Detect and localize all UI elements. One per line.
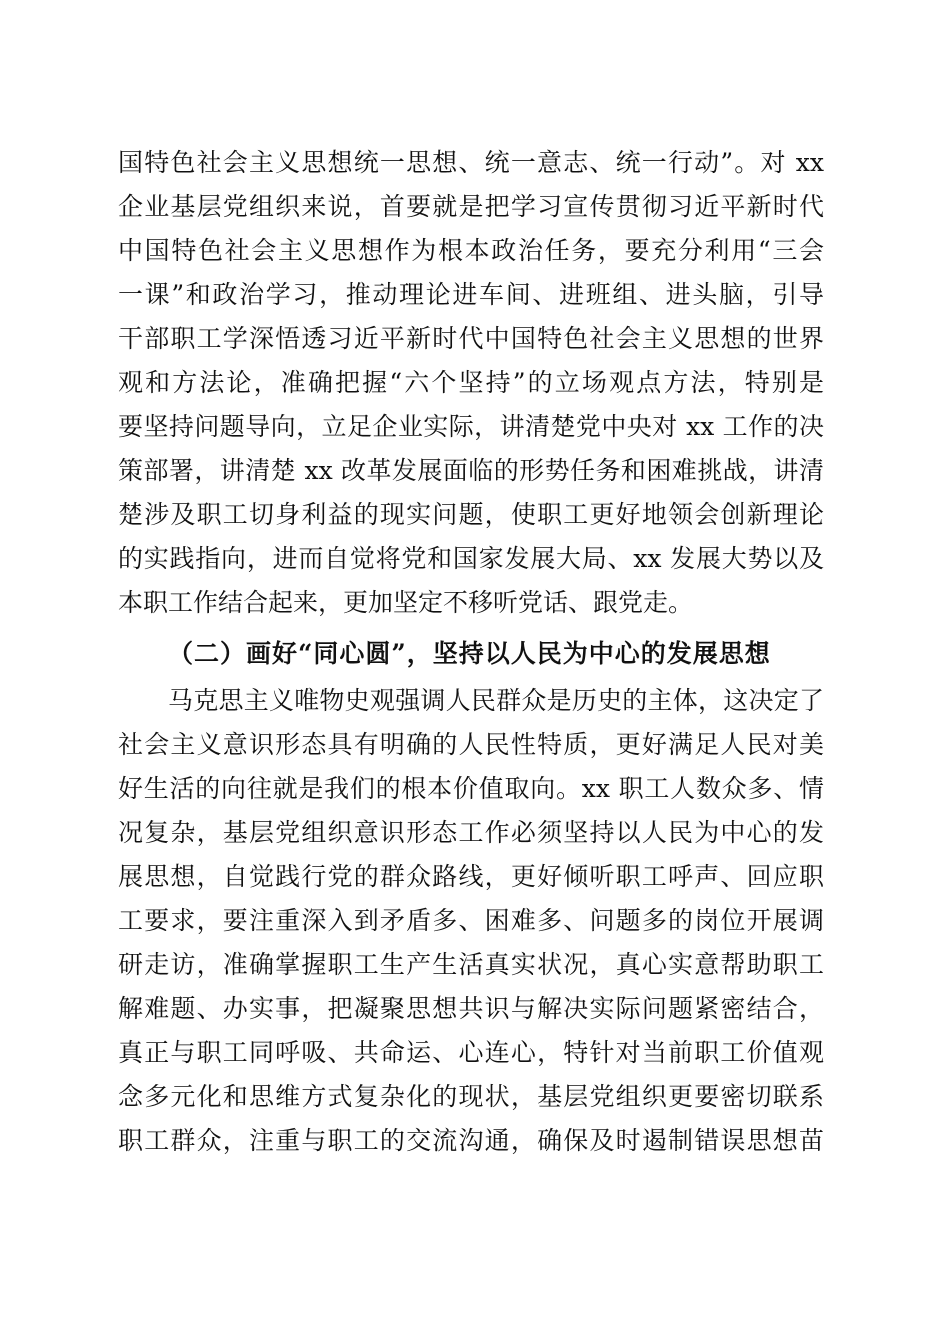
paragraph-line: 观和方法论，准确把握“六个坚持”的立场观点方法，特别是: [118, 368, 824, 397]
paragraph-line: 一课”和政治学习，推动理论进车间、进班组、进头脑，引导: [118, 280, 824, 309]
paragraph-line: 研走访，准确掌握职工生产生活真实状况，真心实意帮助职工: [118, 950, 824, 979]
paragraph-line: 工要求，要注重深入到矛盾多、困难多、问题多的岗位开展调: [118, 906, 824, 935]
paragraph-line: 马克思主义唯物史观强调人民群众是历史的主体，这决定了: [168, 686, 824, 715]
paragraph-line: 好生活的向往就是我们的根本价值取向。xx 职工人数众多、情: [118, 774, 824, 803]
paragraph-line: 企业基层党组织来说，首要就是把学习宣传贯彻习近平新时代: [118, 192, 824, 221]
section-heading: （二）画好“同心圆”，坚持以人民为中心的发展思想: [168, 639, 771, 668]
paragraph-line: 策部署，讲清楚 xx 改革发展面临的形势任务和困难挑战，讲清: [118, 456, 824, 485]
paragraph-line: 国特色社会主义思想统一思想、统一意志、统一行动”。对 xx: [118, 148, 824, 177]
paragraph-line: 干部职工学深悟透习近平新时代中国特色社会主义思想的世界: [118, 324, 824, 353]
paragraph-line: 况复杂，基层党组织意识形态工作必须坚持以人民为中心的发: [118, 818, 824, 847]
paragraph-line: 本职工作结合起来，更加坚定不移听党话、跟党走。: [118, 588, 694, 617]
paragraph-line: 真正与职工同呼吸、共命运、心连心，特针对当前职工价值观: [118, 1038, 824, 1067]
paragraph-line: 楚涉及职工切身利益的现实问题，使职工更好地领会创新理论: [118, 500, 824, 529]
paragraph-line: 念多元化和思维方式复杂化的现状，基层党组织更要密切联系: [118, 1082, 824, 1111]
paragraph-line: 的实践指向，进而自觉将党和国家发展大局、xx 发展大势以及: [118, 544, 824, 573]
paragraph-line: 展思想，自觉践行党的群众路线，更好倾听职工呼声、回应职: [118, 862, 824, 891]
paragraph-line: 社会主义意识形态具有明确的人民性特质，更好满足人民对美: [118, 730, 824, 759]
paragraph-line: 解难题、办实事，把凝聚思想共识与解决实际问题紧密结合，: [118, 994, 824, 1023]
paragraph-line: 中国特色社会主义思想作为根本政治任务，要充分利用“三会: [118, 236, 824, 265]
paragraph-line: 职工群众，注重与职工的交流沟通，确保及时遏制错误思想苗: [118, 1126, 824, 1155]
paragraph-line: 要坚持问题导向，立足企业实际，讲清楚党中央对 xx 工作的决: [118, 412, 824, 441]
